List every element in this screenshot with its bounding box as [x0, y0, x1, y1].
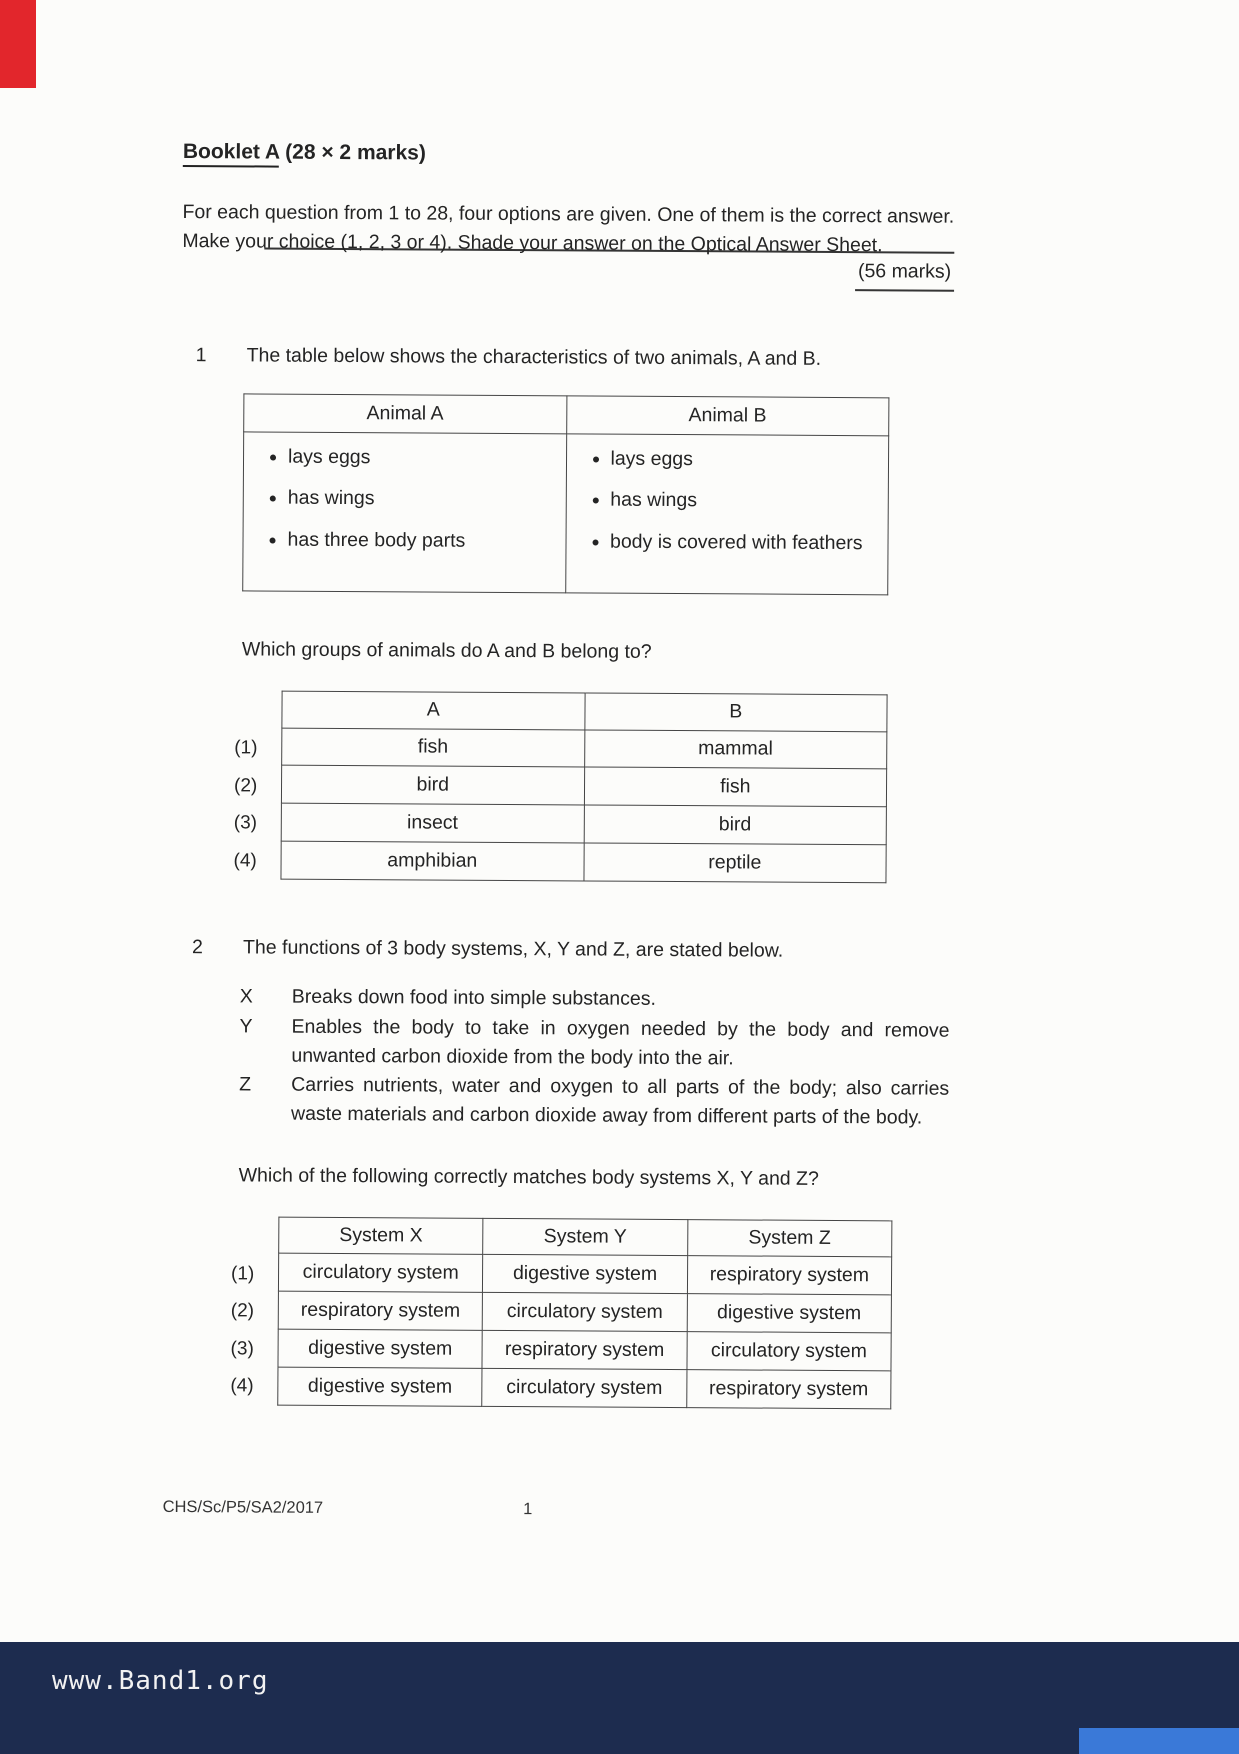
option-row	[281, 841, 886, 883]
watermark-text: www.Band1.org	[52, 1666, 269, 1696]
animal-a-item: • lays eggs	[288, 444, 556, 470]
option-cell: insect	[281, 803, 584, 843]
page-footer-code: CHS/Sc/P5/SA2/2017	[162, 1497, 324, 1517]
question-1	[182, 341, 954, 375]
system-z-header: System Z	[687, 1219, 892, 1257]
option-row-label: (3)	[233, 812, 258, 834]
system-x-header: System X	[279, 1217, 484, 1255]
question-2-number: 2	[191, 936, 203, 959]
animal-a-list	[257, 444, 555, 553]
option-cell: digestive system	[278, 1329, 483, 1368]
option-cell: respiratory system	[686, 1370, 891, 1409]
animal-a-item: • has three body parts	[287, 527, 555, 553]
option-row	[281, 803, 886, 845]
option-row-label: (4)	[233, 849, 257, 872]
system-item-label: X	[239, 985, 253, 1008]
marks-total: (56 marks)	[855, 257, 954, 292]
booklet-title	[183, 136, 955, 172]
option-labels-column	[175, 1216, 278, 1406]
option-cell: digestive system	[483, 1255, 688, 1294]
option-cell: amphibian	[281, 841, 584, 881]
animal-b-item: • lays eggs	[610, 446, 878, 472]
question-2-options	[175, 1216, 948, 1410]
option-cell: reptile	[583, 843, 886, 883]
animal-a-item: • has wings	[288, 486, 556, 512]
option-row	[278, 1367, 891, 1409]
body-systems-list	[239, 983, 950, 1134]
option-row	[281, 766, 886, 808]
option-cell: circulatory system	[278, 1253, 483, 1292]
question-1-number: 1	[195, 344, 207, 367]
option-cell: fish	[584, 767, 887, 807]
system-item	[239, 1070, 949, 1133]
question-1-subquestion: Which groups of animals do A and B belong to?	[241, 638, 652, 663]
q1-options-table	[280, 691, 887, 884]
system-item-text: Carries nutrients, water and oxygen to all parts of the body; also carries waste materials and carbon dioxide away from different parts of the body.	[290, 1073, 950, 1129]
option-row-label: (3)	[230, 1338, 254, 1360]
question-2-prompt: The functions of 3 body systems, X, Y and Z, are stated below.	[242, 936, 784, 962]
table-header-row	[244, 393, 889, 435]
animal-characteristics-table	[242, 393, 889, 595]
option-cell: bird	[584, 805, 887, 845]
animal-b-item: • has wings	[610, 488, 878, 514]
option-cell: mammal	[584, 729, 887, 769]
animal-b-item: • body is covered with feathers	[610, 529, 878, 555]
scanned-page-footer	[162, 1495, 947, 1524]
system-item-label: Z	[239, 1073, 252, 1096]
system-item-label: Y	[239, 1014, 253, 1038]
question-1-options	[178, 690, 951, 884]
option-cell: bird	[281, 766, 584, 806]
table-header-row	[282, 691, 887, 731]
watermark-bar	[0, 1642, 1239, 1754]
page-number: 1	[523, 1499, 533, 1519]
animal-b-header: Animal B	[566, 395, 889, 435]
option-row-label: (1)	[234, 737, 258, 759]
option-cell: digestive system	[687, 1294, 892, 1333]
system-item	[239, 1012, 949, 1075]
option-row	[282, 728, 887, 770]
q2-options-table	[277, 1216, 892, 1409]
option-cell: respiratory system	[482, 1330, 687, 1369]
animal-a-cell	[243, 432, 566, 593]
option-cell: circulatory system	[483, 1292, 688, 1331]
option-cell: circulatory system	[687, 1332, 892, 1371]
option-row-label: (2)	[233, 774, 258, 797]
blue-corner-mark	[1079, 1728, 1239, 1754]
option-labels-column	[178, 690, 281, 880]
system-y-header: System Y	[483, 1218, 688, 1256]
option-row	[278, 1329, 891, 1371]
option-cell: circulatory system	[482, 1368, 687, 1407]
exam-content	[162, 136, 955, 1524]
system-item-text: Breaks down food into simple substances.	[291, 986, 657, 1011]
option-cell: digestive system	[278, 1367, 483, 1406]
column-b-header: B	[584, 693, 887, 731]
red-corner-mark	[0, 0, 36, 88]
question-1-prompt: The table below shows the characteristics of two animals, A and B.	[246, 344, 822, 371]
option-cell: respiratory system	[687, 1256, 892, 1295]
option-row	[278, 1253, 891, 1295]
animal-b-cell	[565, 434, 888, 595]
option-row	[278, 1291, 891, 1333]
booklet-title-marks: (28 × 2 marks)	[279, 140, 426, 165]
option-row-label: (4)	[230, 1375, 254, 1397]
system-item	[240, 983, 950, 1017]
table-body-row	[243, 432, 889, 595]
option-cell: respiratory system	[278, 1291, 483, 1330]
animal-a-header: Animal A	[244, 393, 567, 433]
animal-b-list	[580, 446, 878, 555]
option-row-label: (1)	[230, 1263, 255, 1285]
system-item-text: Enables the body to take in oxygen needed by the body and remove unwanted carbon dioxide from the body into the air.	[291, 1015, 950, 1070]
question-2-subquestion: Which of the following correctly matches body systems X, Y and Z?	[238, 1163, 819, 1190]
column-a-header: A	[282, 691, 585, 729]
booklet-title-main: Booklet A	[183, 140, 280, 168]
option-cell: fish	[282, 728, 585, 768]
option-row-label: (2)	[230, 1300, 255, 1322]
question-2	[178, 933, 950, 967]
table-header-row	[279, 1217, 892, 1257]
instructions-text: For each question from 1 to 28, four options are given. One of them is the correct answer. Make your choice (1, 2, 3 or 4). Shade your answer on the Optical Answer Sheet.	[182, 200, 955, 257]
